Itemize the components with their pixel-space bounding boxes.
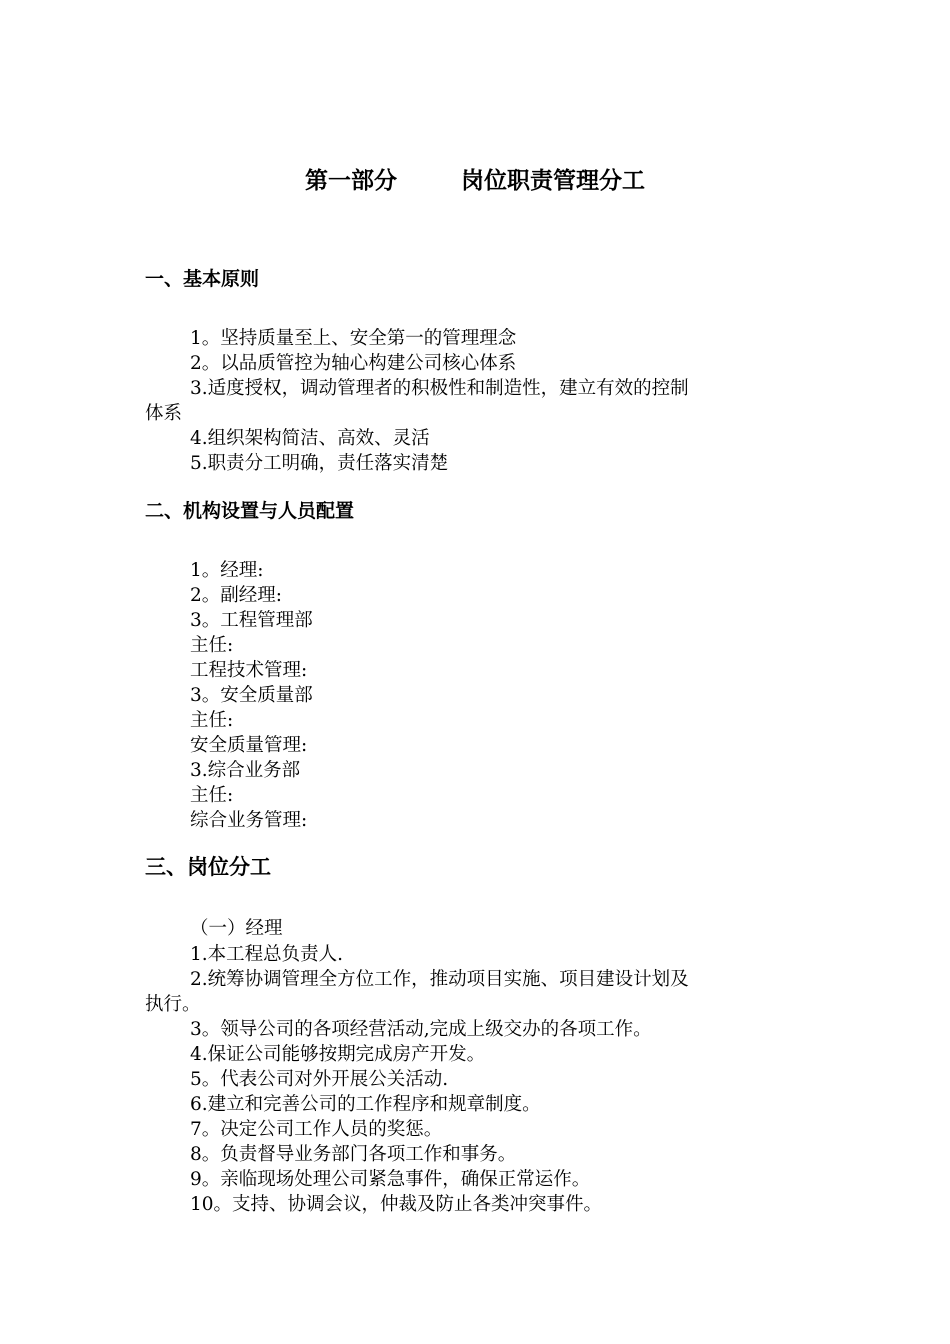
list-item: 安全质量管理: [190,735,308,756]
list-item: 3.综合业务部 [190,760,301,781]
list-item: 10。支持、协调会议，仲裁及防止各类冲突事件。 [190,1194,603,1215]
list-item: 6.建立和完善公司的工作程序和规章制度。 [190,1094,541,1115]
list-item: 1.本工程总负责人. [190,944,344,965]
list-item: 3。安全质量部 [190,685,313,706]
subsection-heading: （一）经理 [190,918,283,939]
list-item-continuation: 体系 [145,403,183,424]
list-item: 主任: [190,710,234,731]
list-item: 3。领导公司的各项经营活动,完成上级交办的各项工作。 [190,1019,652,1040]
list-item: 1。坚持质量至上、安全第一的管理理念 [190,328,517,349]
list-item: 工程技术管理: [190,660,308,681]
list-item: 3.适度授权，调动管理者的积极性和制造性，建立有效的控制 [190,378,689,399]
list-item: 4.保证公司能够按期完成房产开发。 [190,1044,486,1065]
list-item: 综合业务管理: [190,810,308,831]
section-heading-duties: 三、岗位分工 [145,855,271,879]
list-item: 3。工程管理部 [190,610,313,631]
list-item: 主任: [190,635,234,656]
list-item: 5。代表公司对外开展公关活动. [190,1069,449,1090]
section-heading-principles: 一、基本原则 [145,268,260,290]
list-item: 1。经理: [190,560,264,581]
list-item: 8。负责督导业务部门各项工作和事务。 [190,1144,517,1165]
list-item: 7。决定公司工作人员的奖惩。 [190,1119,443,1140]
section-heading-organization: 二、机构设置与人员配置 [145,500,355,522]
list-item: 9。亲临现场处理公司紧急事件，确保正常运作。 [190,1169,591,1190]
list-item: 2。副经理: [190,585,283,606]
list-item-continuation: 执行。 [145,994,201,1015]
list-item: 4.组织架构简洁、高效、灵活 [190,428,430,449]
page-title: 第一部分 岗位职责管理分工 [304,168,646,194]
list-item: 2.统筹协调管理全方位工作，推动项目实施、项目建设计划及 [190,969,689,990]
list-item: 2。以品质管控为轴心构建公司核心体系 [190,353,517,374]
list-item: 5.职责分工明确，责任落实清楚 [190,453,449,474]
list-item: 主任: [190,785,234,806]
